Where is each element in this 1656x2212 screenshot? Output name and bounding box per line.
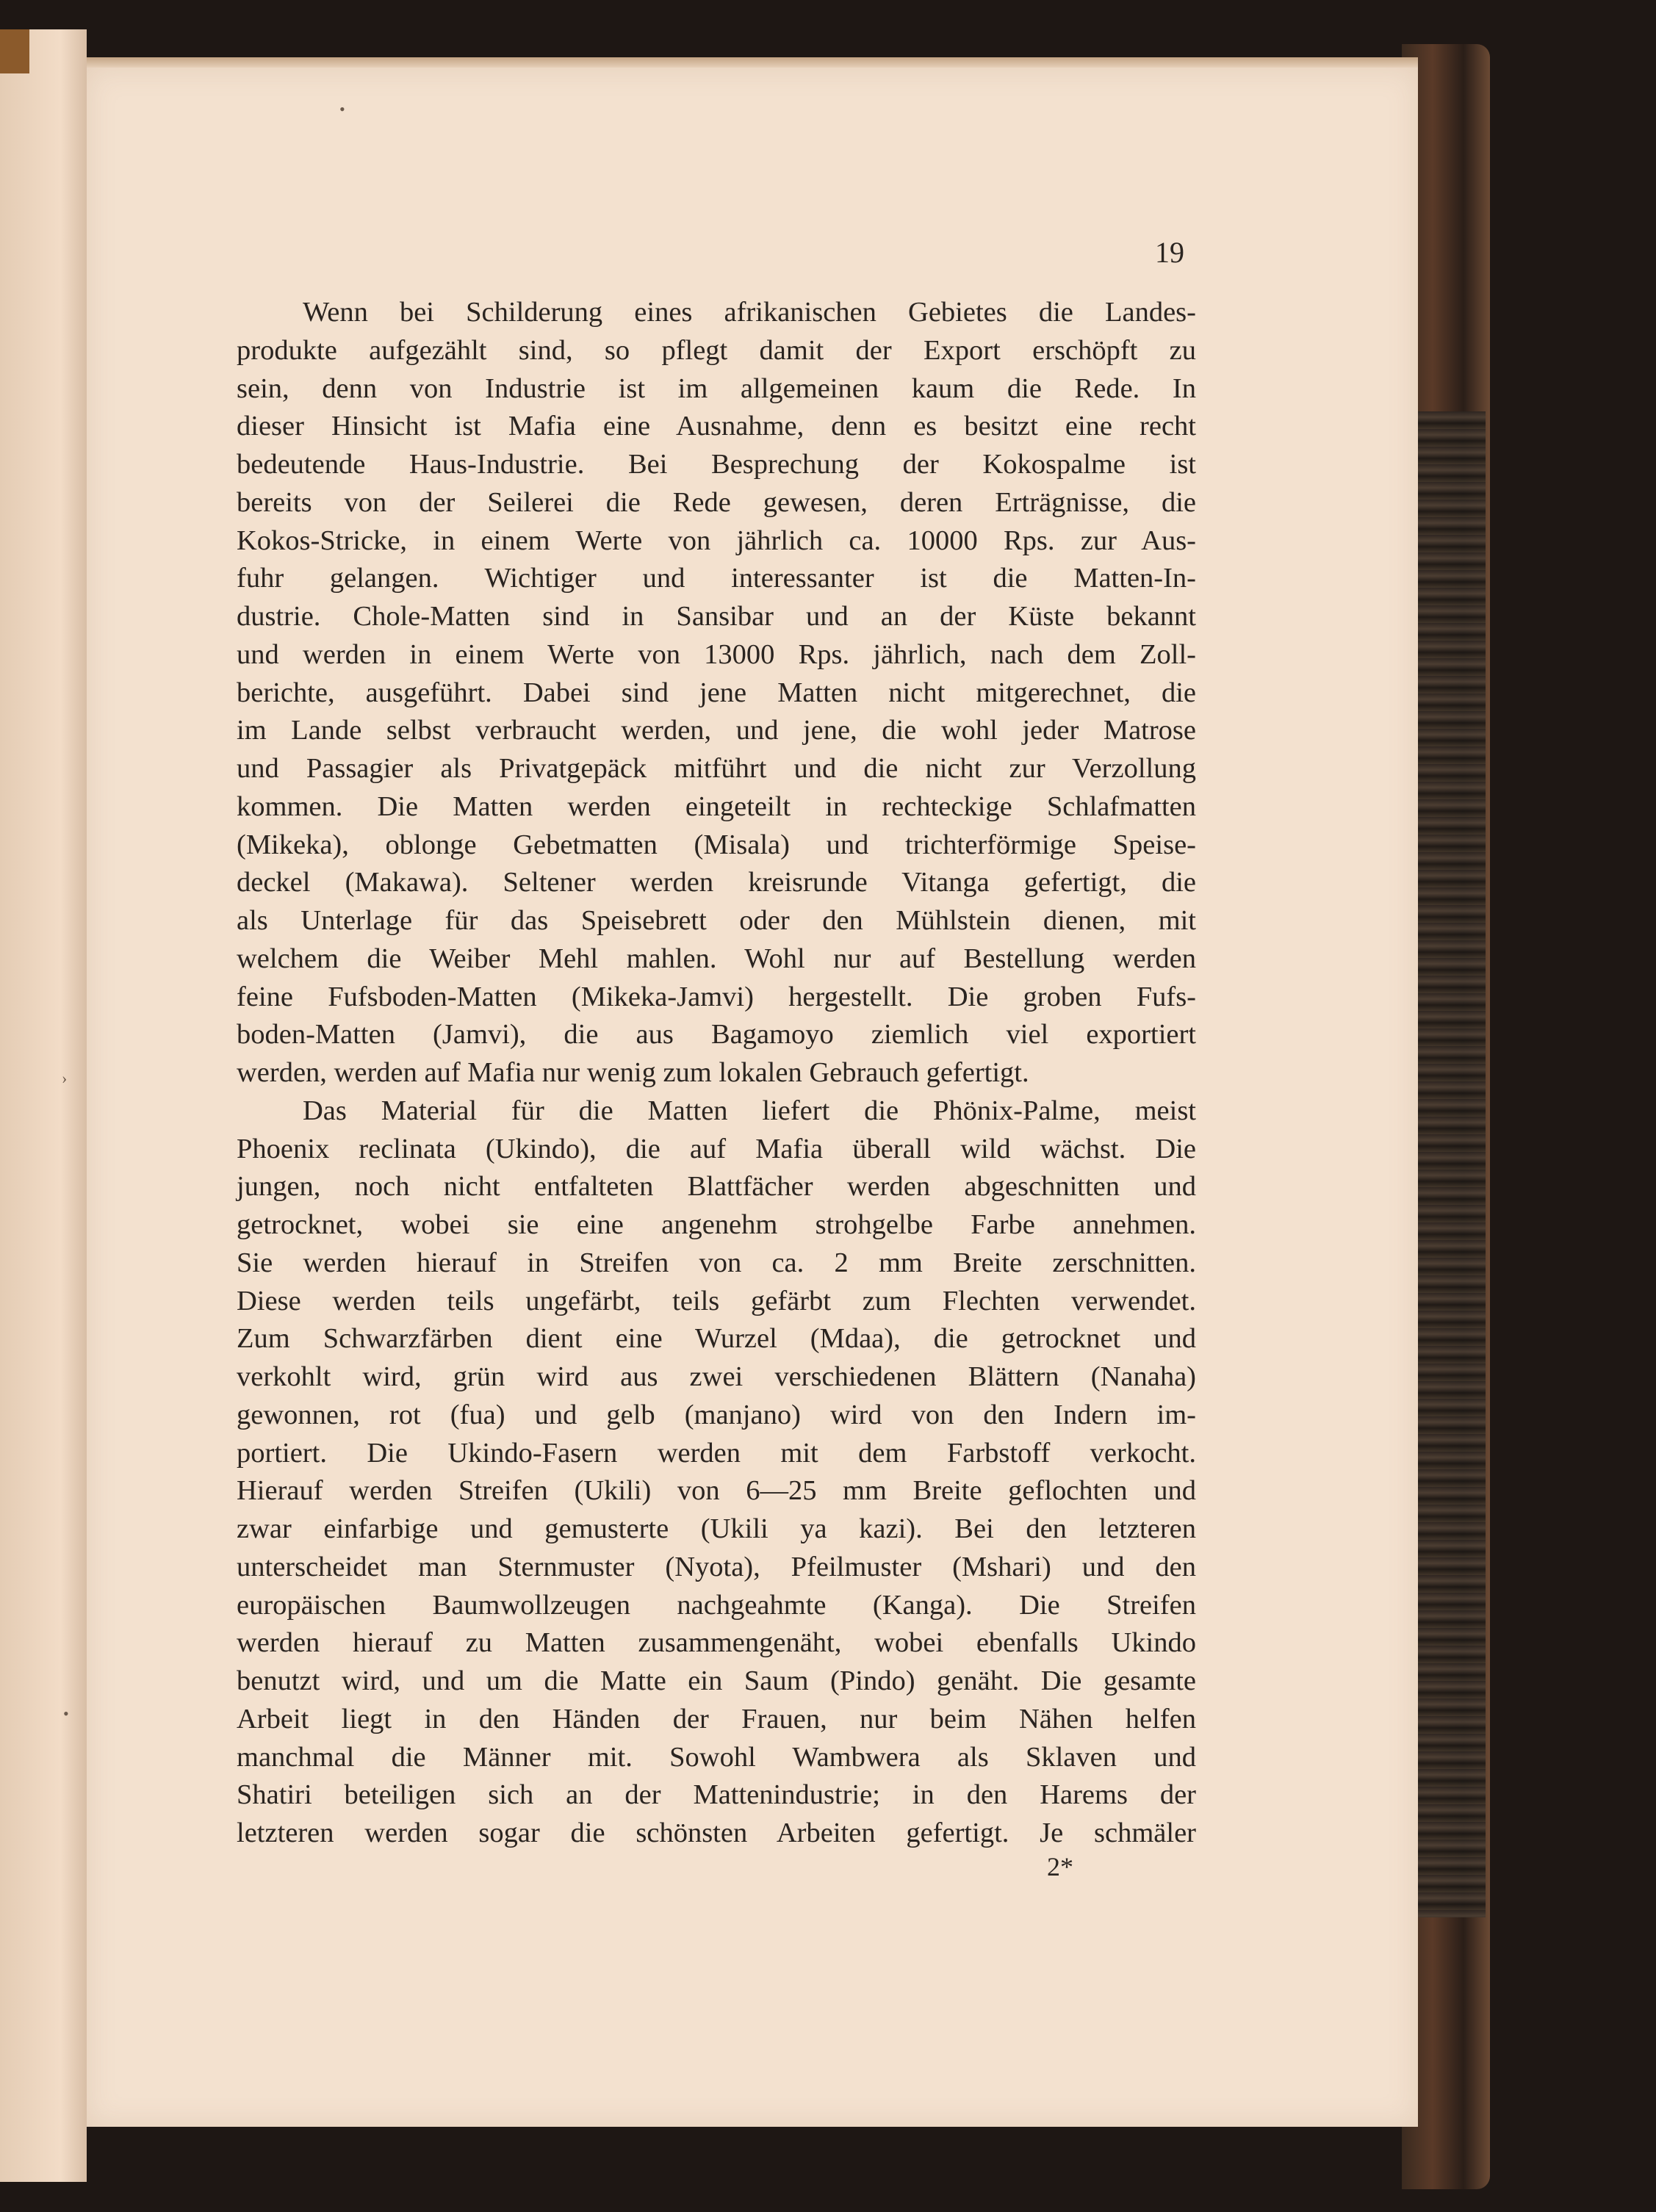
- text-line: Sie werden hierauf in Streifen von ca. 2 mm Breite zerschnitten.: [237, 1247, 1196, 1278]
- text-line: Zum Schwarzfärben dient eine Wurzel (Mdaa), die getrocknet und: [237, 1323, 1196, 1355]
- text-line: gewonnen, rot (fua) und gelb (manjano) wird von den Indern im-: [237, 1399, 1196, 1430]
- signature-mark: 2*: [1047, 1852, 1073, 1881]
- text-line: Shatiri beteiligen sich an der Mattenindustrie; in den Harems der: [237, 1779, 1196, 1811]
- text-line: bereits von der Seilerei die Rede gewesen, deren Erträgnisse, die: [237, 486, 1196, 518]
- text-line: Hierauf werden Streifen (Ukili) von 6—25 mm Breite geflochten und: [237, 1475, 1196, 1507]
- text-line: berichte, ausgeführt. Dabei sind jene Matten nicht mitgerechnet, die: [237, 677, 1196, 708]
- text-line: und Passagier als Privatgepäck mitführt und die nicht zur Verzollung: [237, 753, 1196, 784]
- text-line: deckel (Makawa). Seltener werden kreisrunde Vitanga gefertigt, die: [237, 867, 1196, 898]
- text-line: sein, denn von Industrie ist im allgemeinen kaum die Rede. In: [237, 372, 1196, 404]
- cover-corner: [0, 29, 29, 73]
- text-line: feine Fufsboden-Matten (Mikeka-Jamvi) hergestellt. Die groben Fufs-: [237, 981, 1196, 1012]
- text-line: produkte aufgezählt sind, so pflegt damit der Export erschöpft zu: [237, 334, 1196, 366]
- text-line: (Mikeka), oblonge Gebetmatten (Misala) und trichterförmige Speise-: [237, 829, 1196, 860]
- text-line: Arbeit liegt in den Händen der Frauen, nur beim Nähen helfen: [237, 1703, 1196, 1734]
- text-line: letzteren werden sogar die schönsten Arbeiten gefertigt. Je schmäler: [237, 1817, 1196, 1848]
- text-line: benutzt wird, und um die Matte ein Saum (Pindo) genäht. Die gesamte: [237, 1665, 1196, 1696]
- speck-mark: •: [339, 100, 345, 118]
- speck-mark: ›: [62, 1069, 68, 1087]
- text-line: zwar einfarbige und gemusterte (Ukili ya kazi). Bei den letzteren: [237, 1513, 1196, 1544]
- text-line: Kokos-Stricke, in einem Werte von jährlich ca. 10000 Rps. zur Aus-: [237, 525, 1196, 556]
- text-line: und werden in einem Werte von 13000 Rps. jährlich, nach dem Zoll-: [237, 638, 1196, 670]
- facing-page-edge: [0, 29, 87, 2182]
- text-line: verkohlt wird, grün wird aus zwei verschiedenen Blättern (Nanaha): [237, 1361, 1196, 1392]
- text-line: werden, werden auf Mafia nur wenig zum lokalen Gebrauch gefertigt.: [237, 1057, 1029, 1088]
- text-line: unterscheidet man Sternmuster (Nyota), Pfeilmuster (Mshari) und den: [237, 1551, 1196, 1582]
- text-line: Das Material für die Matten liefert die Phönix-Palme, meist: [303, 1095, 1196, 1126]
- text-line: getrocknet, wobei sie eine angenehm strohgelbe Farbe annehmen.: [237, 1209, 1196, 1240]
- text-line: Wenn bei Schilderung eines afrikanischen Gebietes die Landes-: [303, 297, 1196, 328]
- text-line: im Lande selbst verbraucht werden, und jene, die wohl jeder Matrose: [237, 715, 1196, 746]
- text-line: Diese werden teils ungefärbt, teils gefärbt zum Flechten verwendet.: [237, 1285, 1196, 1316]
- text-line: fuhr gelangen. Wichtiger und interessanter ist die Matten-In-: [237, 563, 1196, 594]
- text-line: manchmal die Männer mit. Sowohl Wambwera als Sklaven und: [237, 1741, 1196, 1773]
- text-line: kommen. Die Matten werden eingeteilt in rechteckige Schlafmatten: [237, 790, 1196, 822]
- page-number: 19: [1155, 236, 1184, 269]
- text-line: dieser Hinsicht ist Mafia eine Ausnahme, denn es besitzt eine recht: [237, 411, 1196, 442]
- text-line: als Unterlage für das Speisebrett oder den Mühlstein dienen, mit: [237, 905, 1196, 936]
- text-line: welchem die Weiber Mehl mahlen. Wohl nur auf Bestellung werden: [237, 943, 1196, 974]
- text-line: jungen, noch nicht entfalteten Blattfächer werden abgeschnitten und: [237, 1171, 1196, 1203]
- text-line: portiert. Die Ukindo-Fasern werden mit dem Farbstoff verkocht.: [237, 1437, 1196, 1469]
- text-line: werden hierauf zu Matten zusammengenäht, wobei ebenfalls Ukindo: [237, 1627, 1196, 1659]
- binding-marbled-band: [1418, 411, 1486, 1917]
- text-line: boden-Matten (Jamvi), die aus Bagamoyo ziemlich viel exportiert: [237, 1019, 1196, 1051]
- text-line: Phoenix reclinata (Ukindo), die auf Mafia überall wild wächst. Die: [237, 1133, 1196, 1164]
- text-line: europäischen Baumwollzeugen nachgeahmte (Kanga). Die Streifen: [237, 1589, 1196, 1621]
- speck-mark: •: [63, 1704, 69, 1723]
- body-text: [237, 294, 1196, 1853]
- text-line: dustrie. Chole-Matten sind in Sansibar und an der Küste bekannt: [237, 601, 1196, 632]
- text-line: bedeutende Haus-Industrie. Bei Besprechung der Kokospalme ist: [237, 449, 1196, 480]
